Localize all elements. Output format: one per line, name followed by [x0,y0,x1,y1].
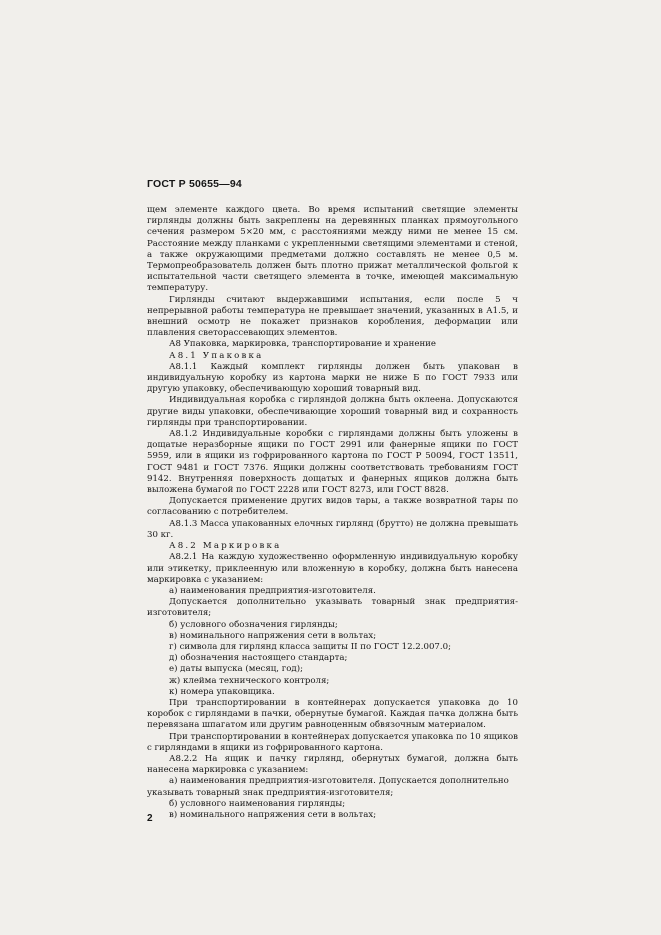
paragraph: При транспортировании в контейнерах допускается упаковка до 10 коробок с гирляндами в пачки, обернутые бумагой. Каждая пачка должна быть перевязана шпагатом или другим равноценным обвязочным материалом. [147,697,518,731]
list-item: е) даты выпуска (месяц, год); [169,664,303,675]
paragraph: А8.1 Упаковка [169,350,264,361]
list-item: ж) клейма технического контроля; [169,675,330,686]
paragraph: При транспортировании в контейнерах допускается упаковка по 10 ящиков с гирляндами в ящики из гофрированного картона. [147,731,518,753]
paragraph: А8.1.2 Индивидуальные коробки с гирляндами должны быть уложены в дощатые неразборные ящики по ГОСТ 2991 или фанерные ящики по ГОСТ 5959, или в ящики из гофрированного картона по ГОСТ Р 50094, ГОСТ 13511, ГОСТ 9481 и ГОСТ 7376. Ящики должны соответствовать требованиям ГОСТ 9142. Внутренняя поверхность дощатых и фанерных ящиков должна быть выложена бумагой по ГОСТ 2228 или ГОСТ 8273, или ГОСТ 8828. [147,429,518,496]
list-item: г) символа для гирлянд класса защиты II по ГОСТ 12.2.007.0; [169,641,451,652]
list-item: к) номера упаковщика. [169,686,275,697]
page-number: 2 [147,813,153,824]
paragraph: А8.1.1 Каждый комплект гирлянды должен быть упакован в индивидуальную коробку из картона марки не ниже Б по ГОСТ 7933 или другую упаковку, обеспечивающую хороший товарный вид. [147,361,518,395]
paragraph: Гирлянды считают выдержавшими испытания, если после 5 ч непрерывной работы температура не превышает значений, указанных в А1.5, и внешний осмотр не покажет признаков коробления, деформации или плавления светорассевающих элементов. [147,294,518,339]
paragraph: А8.2.2 На ящик и пачку гирлянд, обернутых бумагой, должна быть нанесена маркировка с указанием: [147,753,518,776]
list-item: б) условного обозначения гирлянды; [169,619,338,630]
paragraph: щем элементе каждого цвета. Во время испытаний светящие элементы гирлянды должны быть закреплены на деревянных планках прямоугольного сечения размером 5×20 мм, с расстояниями между ними не менее 15 см. Расстояние между планками с укрепленными светящими элементами и стеной, а также окружающими предметами должно составлять не менее 0,5 м. Термопреобразователь должен быть плотно прижат металлической фольгой к испытательной части светящего элемента в точке, имеющей максимальную температуру. [147,205,518,294]
paragraph: А8.1.3 Масса упакованных елочных гирлянд (брутто) не должна превышать 30 кг. [147,518,518,540]
document-body [147,205,518,821]
list-item: б) условного наименования гирлянды; [169,798,346,809]
paragraph: А8.2.1 На каждую художественно оформленную индивидуальную коробку или этикетку, приклеенную или вложенную в коробку, должна быть нанесена маркировка с указанием: [147,552,518,585]
paragraph: А8.2 Маркировка [169,541,282,552]
paragraph: Допускается дополнительно указывать товарный знак предприятия-изготовителя; [147,597,518,619]
list-item: в) номинального напряжения сети в вольтах; [169,630,377,641]
paragraph: Индивидуальная коробка с гирляндой должна быть оклеена. Допускаются другие виды упаковки, обеспечивающие хороший товарный вид и сохранность гирлянды при транспортировании. [147,395,518,428]
list-item: а) наименования предприятия-изготовителя. Допускается дополнительно указывать товарный знак предприятия-изготовителя; [147,776,509,798]
list-item: а) наименования предприятия-изготовителя. [169,585,376,596]
list-item: в) номинального напряжения сети в вольтах; [169,809,377,820]
paragraph: А8 Упаковка, маркировка, транспортирование и хранение [169,339,436,350]
page-header: ГОСТ Р 50655—94 [147,178,242,190]
paragraph: Допускается применение других видов тары, а также возвратной тары по согласованию с потребителем. [147,496,518,518]
list-item: д) обозначения настоящего стандарта; [169,653,348,664]
